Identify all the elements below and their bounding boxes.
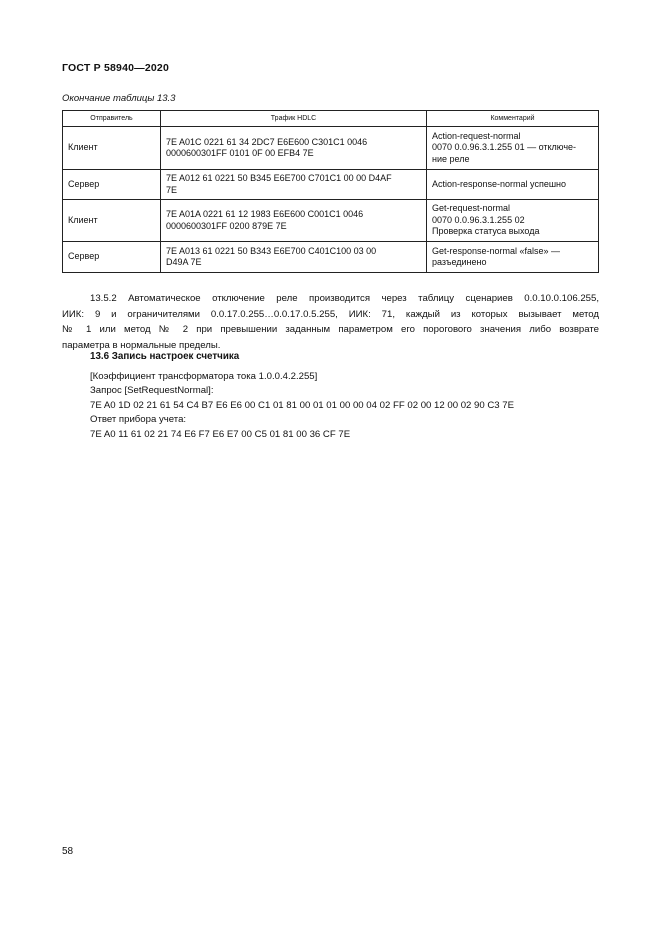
settings-block xyxy=(90,370,514,442)
paragraph-text: 13.5.2 Автоматическое отключение реле производится через таблицу сценариев 0.0.10.0.106.255, xyxy=(90,293,599,304)
traffic-line: 7E A012 61 0221 50 B345 E6E700 C701C1 00 00 D4AF xyxy=(166,173,392,183)
comment-line: 0070 0.0.96.3.1.255 01 — отключе- xyxy=(432,142,577,153)
comment-line: Get-response-normal «false» — xyxy=(432,245,561,256)
traffic-line: 0000600301FF 0101 0F 00 EFB4 7E xyxy=(166,148,314,158)
traffic-cell xyxy=(161,242,427,273)
column-header-comment: Комментарий xyxy=(427,111,599,127)
table-row xyxy=(63,242,599,273)
block-line: [Коэффициент трансформатора тока 1.0.0.4.2.255] xyxy=(90,371,318,382)
table-caption: Окончание таблицы 13.3 xyxy=(62,93,176,104)
comment-line: Проверка статуса выхода xyxy=(432,226,540,237)
table-row xyxy=(63,200,599,242)
comment-line: Action-request-normal xyxy=(432,130,521,141)
sender-cell: Сервер xyxy=(63,242,161,273)
block-line: 7E A0 1D 02 21 61 54 C4 B7 E6 E6 00 C1 01 81 00 01 01 00 00 04 02 FF 02 00 12 00 02 90 C3 7E xyxy=(90,399,515,411)
traffic-line: D49A 7E xyxy=(166,257,202,267)
sender-cell: Клиент xyxy=(63,200,161,242)
paragraph-line xyxy=(62,291,599,307)
traffic-cell xyxy=(161,200,427,242)
block-line: Ответ прибора учета: xyxy=(90,414,187,426)
comment-line: разъединено xyxy=(432,257,487,267)
traffic-line: 7E A01A 0221 61 12 1983 E6E600 C001C1 0046 xyxy=(166,209,364,219)
traffic-line: 7E xyxy=(166,184,178,195)
body-paragraph xyxy=(62,291,599,353)
traffic-line: 7E A013 61 0221 50 B343 E6E700 C401C100 03 00 xyxy=(166,245,377,256)
paragraph-line: параметра в нормальные пределы. xyxy=(62,339,221,351)
table-row xyxy=(63,170,599,200)
table-row xyxy=(63,127,599,170)
block-line: 7E A0 11 61 02 21 74 E6 F7 E6 E7 00 C5 01 81 00 36 CF 7E xyxy=(90,428,351,440)
paragraph-line: ИИК: 9 и ограничителями 0.0.17.0.255…0.0.17.0.5.255, ИИК: 71, каждый из которых вызывает метод xyxy=(62,308,599,320)
traffic-cell xyxy=(161,170,427,200)
table-header-row xyxy=(63,111,599,127)
paragraph-line: № 1 или метод № 2 при превышении заданным параметром его порогового значения либо возврате xyxy=(62,324,599,336)
traffic-line: 0000600301FF 0200 879E 7E xyxy=(166,220,287,231)
section-heading: 13.6 Запись настроек счетчика xyxy=(90,351,240,362)
column-header-sender: Отправитель xyxy=(63,111,161,127)
comment-line: 0070 0.0.96.3.1.255 02 xyxy=(432,214,525,225)
comment-cell xyxy=(427,242,599,273)
traffic-line: 7E A01C 0221 61 34 2DC7 E6E600 C301C1 0046 xyxy=(166,136,368,147)
block-line: Запрос [SetRequestNormal]: xyxy=(90,385,214,397)
comment-line: Action-response-normal успешно xyxy=(432,178,567,189)
hdlc-traffic-table xyxy=(62,110,599,273)
sender-cell: Сервер xyxy=(63,170,161,200)
traffic-cell xyxy=(161,127,427,170)
document-header: ГОСТ Р 58940—2020 xyxy=(62,62,170,74)
comment-cell xyxy=(427,127,599,170)
comment-cell xyxy=(427,170,599,200)
comment-line: Get-request-normal xyxy=(432,203,511,214)
column-header-traffic: Трафик HDLC xyxy=(161,111,427,127)
sender-cell: Клиент xyxy=(63,127,161,170)
page-number: 58 xyxy=(62,846,74,857)
comment-line: ние реле xyxy=(432,153,470,164)
comment-cell xyxy=(427,200,599,242)
